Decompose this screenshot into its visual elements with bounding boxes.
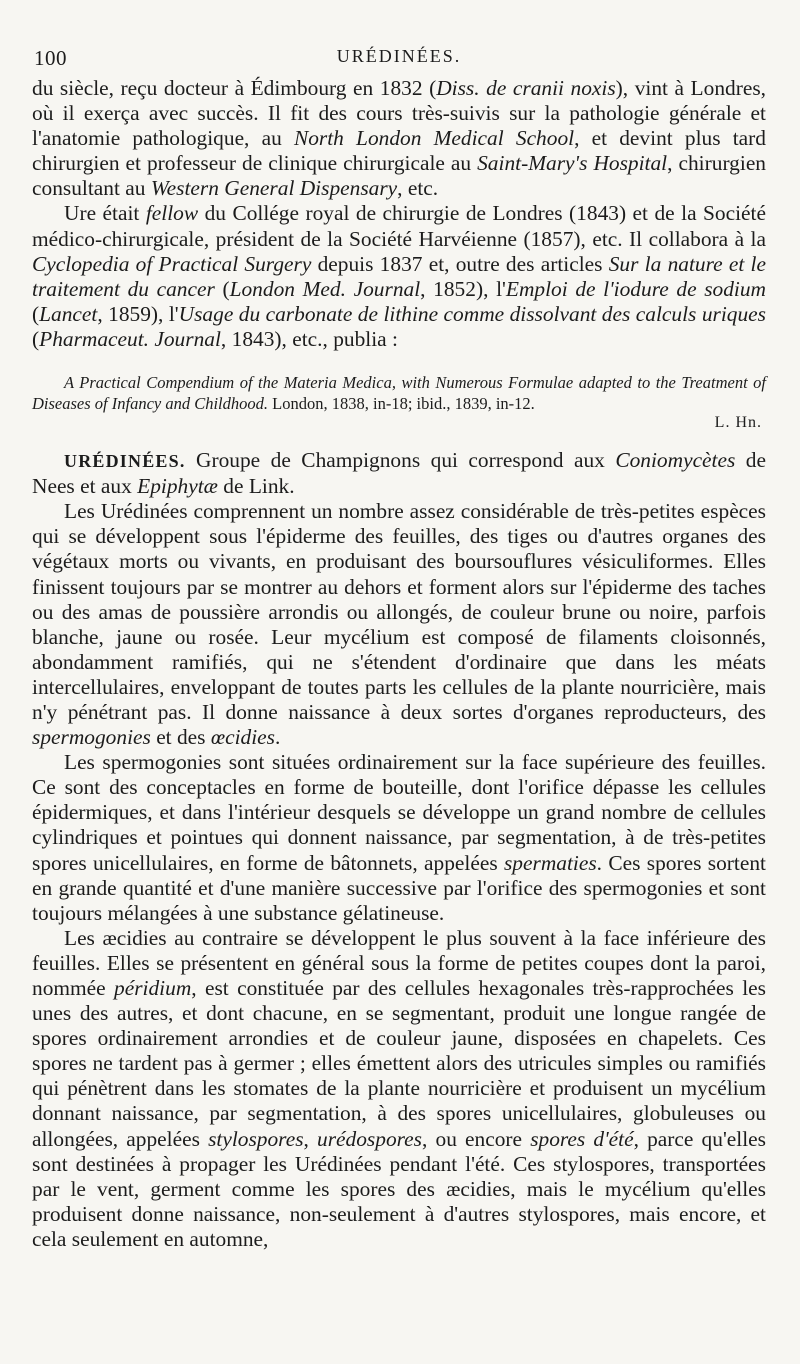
continuation-paragraph-2: Ure était fellow du Collége royal de chirurgie de Londres (1843) et de la Société médico-chirurgicale, président de la Société Harvéienne (1857), etc. Il collabora à la Cyclopedia of Practical Surgery depuis 1837 et, outre des articles Sur la nature et le traitement du cancer (London Med. Journal, 1852), l'Emploi de l'iodure de sodium (Lancet, 1859), l'Usage du carbonate de lithine comme dissolvant des calculs uriques (Pharmaceut. Journal, 1843), etc., publia :	[32, 201, 767, 351]
continuation-paragraph-1: du siècle, reçu docteur à Édimbourg en 1832 (Diss. de cranii noxis), vint à Londres, où il exerça avec succès. Il fit des cours très-suivis sur la pathologie générale et l'anatomie pathologique, au North London Medical School, et devint plus tard chirurgien et professeur de clinique chirurgicale au Saint-Mary's Hospital, chirurgien consultant au Western General Dispensary, etc.	[32, 76, 767, 201]
author-signature: L. Hn.	[714, 414, 762, 432]
page-header	[32, 36, 766, 76]
entry-separator	[32, 432, 766, 448]
entry-paragraph-4: Les æcidies au contraire se développent le plus souvent à la face inférieure des feuilles. Elles se présentent en général sous la forme de petites coupes dont la paroi, nommée péridium, est constituée par des cellules hexagonales très-rapprochées les unes des autres, et dont chacune, en se segmentant, produit une longue rangée de spores ordinairement arrondies et de couleur jaune, disposées en chapelets. Ces spores ne tardent pas à germer ; elles émettent alors des utricules simples ou ramifiés qui pénètrent dans les stomates de la plante nourricière et produisent un mycélium donnant naissance, par segmentation, à des spores unicellulaires, globuleuses ou allongées, appelées stylospores, urédospores, ou encore spores d'été, parce qu'elles sont destinées à propager les Urédinées pendant l'été. Ces stylospores, transportées par le vent, germent comme les spores des æcidies, mais le mycélium qu'elles produisent donne naissance, non-seulement à d'autres stylospores, mais encore, et cela seulement en automne,	[32, 925, 766, 1251]
entry-headword: URÉDINÉES.	[64, 451, 186, 472]
bibliographic-reference: A Practical Compendium of the Materia Medica, with Numerous Formulae adapted to the Treatment of Diseases of Infancy and Childhood. London, 1838, in-18; ibid., 1839, in-12.	[32, 373, 766, 414]
entry-paragraph-2: Les Urédinées comprennent un nombre assez considérable de très-petites espèces qui se développent sous l'épiderme des feuilles, des tiges ou d'autres organes des végétaux morts ou vivants, en produisant des boursouflures vésiculiformes. Elles finissent toujours par se montrer au dehors et forment alors sur l'épiderme des taches ou des amas de poussière arrondis ou allongés, de couleur brune ou noire, parfois blanche, jaune ou rosée. Leur mycélium est composé de filaments cloisonnés, abondamment ramifiés, qui ne s'étendent d'ordinaire que dans les méats intercellulaires, enveloppant de toutes parts les cellules de la plante nourricière, mais n'y pénétrant pas. Il donne naissance à deux sortes d'organes reproducteurs, des spermogonies et des œcidies.	[32, 499, 766, 750]
entry-paragraph-3: Les spermogonies sont situées ordinairement sur la face supérieure des feuilles. Ce sont des conceptacles en forme de bouteille, dont l'orifice dépasse les cellules épidermiques, et dans l'intérieur desquels se développe un grand nombre de cellules cylindriques et pointues qui donnent naissance, par segmentation, à de très-petites spores unicellulaires, en forme de bâtonnets, appelées spermaties. Ces spores sortent en grande quantité et d'une manière successive par l'orifice des spermogonies et sont toujours mélangées à une substance gélatineuse.	[32, 750, 766, 925]
page-number: 100	[34, 46, 67, 70]
entry-paragraph-1: URÉDINÉES. Groupe de Champignons qui correspond aux Coniomycètes de Nees et aux Epiphytæ de Link.	[32, 448, 766, 499]
running-title: URÉDINÉES.	[336, 46, 462, 66]
